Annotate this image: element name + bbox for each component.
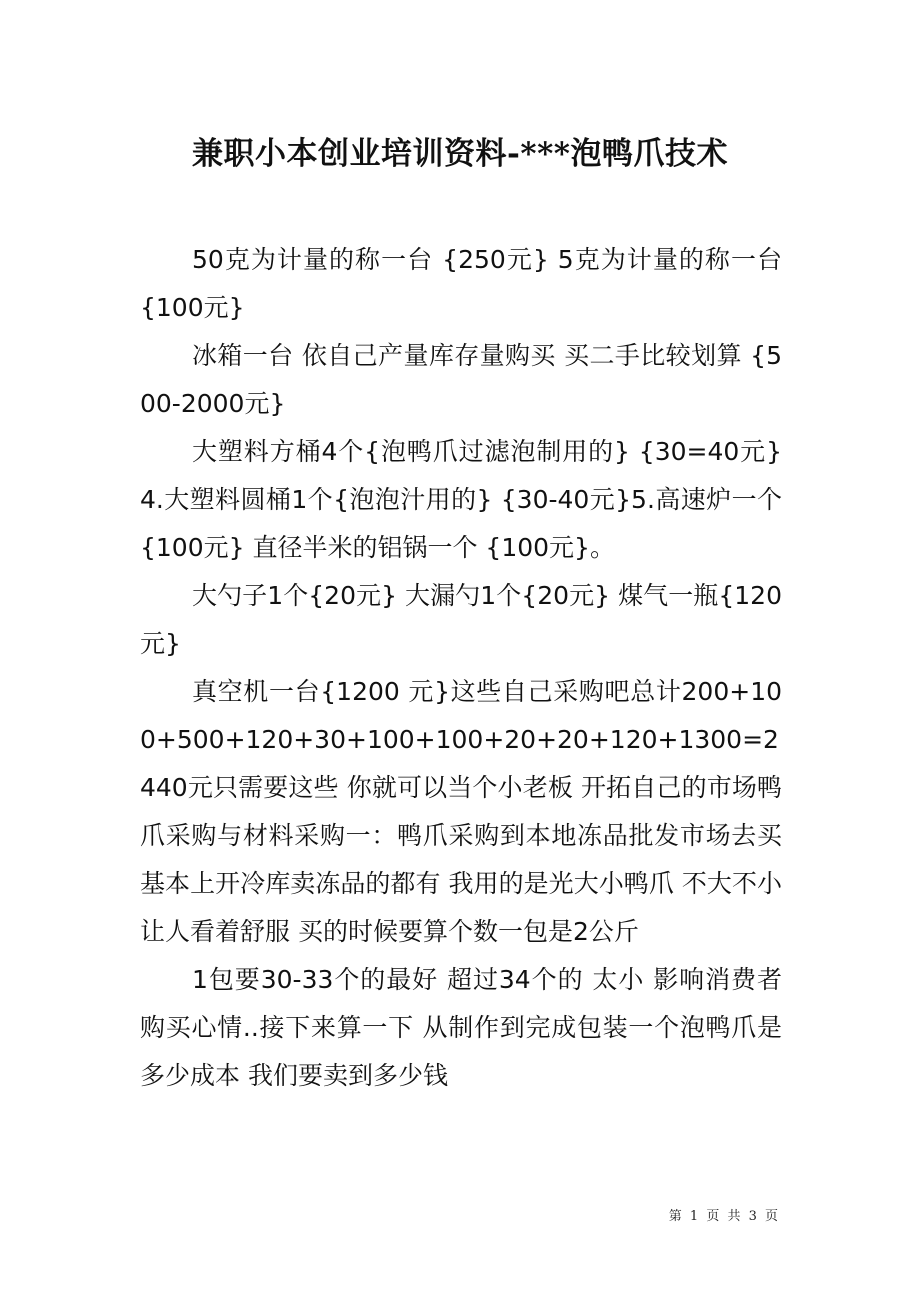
paragraph-scales: 50克为计量的称一台 {250元} 5克为计量的称一台 {100元}	[140, 245, 782, 322]
paragraph-buckets-stove: 大塑料方桶4个{泡鸭爪过滤泡制用的} {30=40元}4.大塑料圆桶1个{泡泡汁用的} {30-40元}5.高速炉一个 {100元} 直径半米的铝锅一个 {100元}。	[140, 437, 782, 562]
paragraph-ladles-gas: 大勺子1个{20元} 大漏勺1个{20元} 煤气一瓶{120元}	[140, 581, 782, 658]
paragraph-vacuum-total: 真空机一台{1200 元}这些自己采购吧总计200+100+500+120+30+100+100+20+20+120+1300=2440元只需要这些 你就可以当个小老板 开拓自己的市场鸭爪采购与材料采购一：鸭爪采购到本地冻品批发市场去买 基本上开冷库卖冻品的都有 我用的是光大小鸭爪 不大不小 让人看着舒服 买的时候要算个数一包是2公斤	[140, 677, 782, 946]
page-number-footer: 第 1 页 共 3 页	[668, 1209, 780, 1224]
document-title: 兼职小本创业培训资料-***泡鸭爪技术	[192, 136, 728, 172]
document-body	[140, 236, 782, 1100]
paragraph-cost-intro: 1包要30-33个的最好 超过34个的 太小 影响消费者购买心情..接下来算一下 从制作到完成包装一个泡鸭爪是多少成本 我们要卖到多少钱	[140, 965, 782, 1090]
paragraph-fridge: 冰箱一台 依自己产量库存量购买 买二手比较划算 {500-2000元}	[140, 341, 782, 418]
